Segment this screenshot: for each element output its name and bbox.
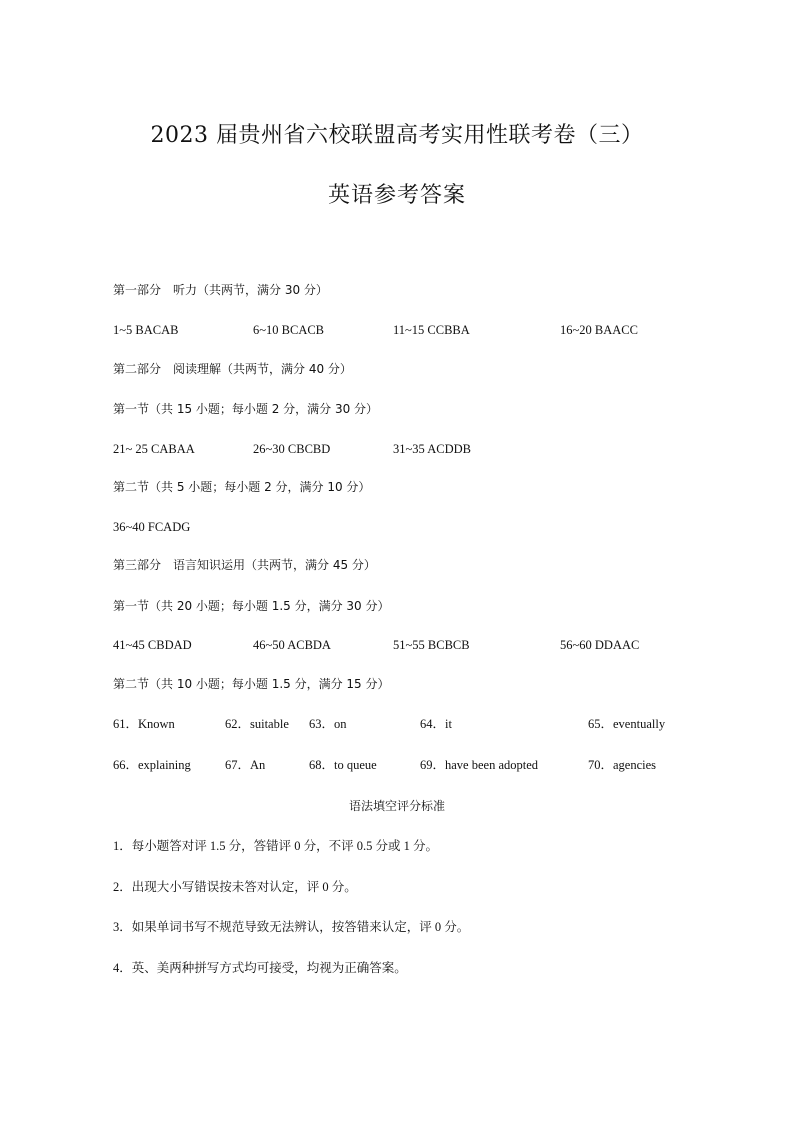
answer-group: 36~40 FCADG — [113, 520, 191, 534]
answer-group: 31~35 ACDDB — [393, 442, 471, 456]
document-subtitle: 英语参考答案 — [327, 183, 466, 208]
fill-answer: 63．on — [309, 717, 347, 731]
answer-group: 11~15 CCBBA — [393, 323, 470, 337]
answer-group: 46~50 ACBDA — [253, 638, 331, 652]
part1-heading: 第一部分 听力（共两节，满分 30 分） — [113, 283, 328, 297]
grading-rule: 2．出现大小写错误按未答对认定，评 0 分。 — [113, 880, 357, 894]
part3-heading: 第三部分 语言知识运用（共两节，满分 45 分） — [113, 558, 376, 572]
part2-heading: 第二部分 阅读理解（共两节，满分 40 分） — [113, 362, 352, 376]
answer-group: 16~20 BAACC — [560, 323, 638, 337]
answer-group: 41~45 CBDAD — [113, 638, 192, 652]
document-title: 2023 届贵州省六校联盟高考实用性联考卷（三） — [150, 123, 644, 148]
grading-heading: 语法填空评分标准 — [348, 799, 445, 813]
fill-answer: 70．agencies — [588, 758, 657, 772]
grading-rule: 3．如果单词书写不规范导致无法辨认，按答错来认定，评 0 分。 — [113, 920, 470, 934]
grading-rule: 1．每小题答对评 1.5 分，答错评 0 分，不评 0.5 分或 1 分。 — [113, 839, 439, 853]
answer-group: 51~55 BCBCB — [393, 638, 470, 652]
part3-section1-heading: 第一节（共 20 小题；每小题 1.5 分，满分 30 分） — [113, 599, 390, 613]
answer-group: 6~10 BCACB — [253, 323, 325, 337]
grading-rule: 4．英、美两种拼写方式均可接受，均视为正确答案。 — [113, 961, 407, 975]
answer-group: 21~ 25 CABAA — [113, 442, 195, 456]
answer-group: 26~30 CBCBD — [253, 442, 331, 456]
fill-answer: 66．explaining — [113, 758, 191, 772]
answer-group: 56~60 DDAAC — [560, 638, 640, 652]
fill-answer: 67．An — [225, 758, 266, 772]
fill-answer: 61．Known — [113, 717, 175, 731]
fill-answer: 68．to queue — [309, 758, 377, 772]
part2-section1-heading: 第一节（共 15 小题；每小题 2 分，满分 30 分） — [113, 402, 379, 416]
part2-section2-heading: 第二节（共 5 小题；每小题 2 分，满分 10 分） — [113, 480, 371, 494]
part3-section2-heading: 第二节（共 10 小题；每小题 1.5 分，满分 15 分） — [113, 677, 390, 691]
fill-answer: 65．eventually — [588, 717, 666, 731]
fill-answer: 69．have been adopted — [420, 758, 539, 772]
fill-answer: 62．suitable — [225, 717, 289, 731]
answer-group: 1~5 BACAB — [113, 323, 179, 337]
fill-answer: 64．it — [420, 717, 452, 731]
